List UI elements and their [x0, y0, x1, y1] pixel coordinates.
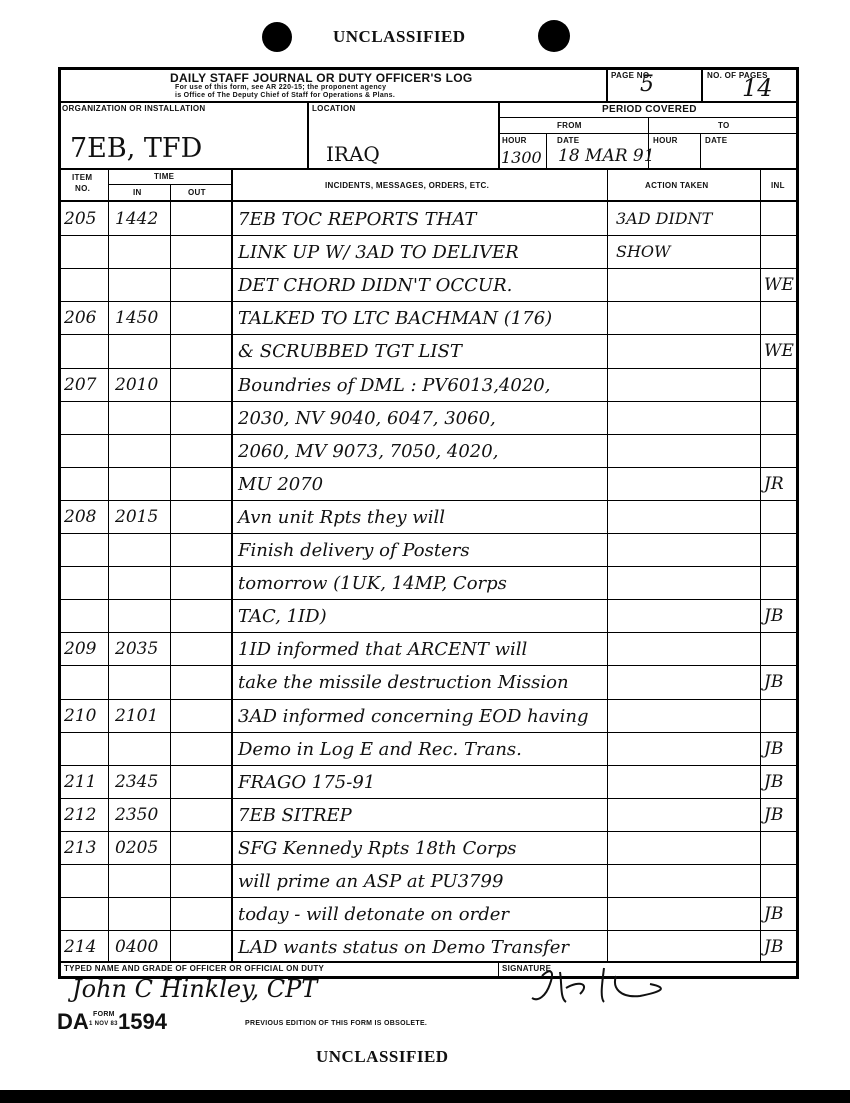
- out-label: OUT: [188, 188, 206, 197]
- row-divider: [60, 930, 799, 931]
- row-item-no: 208: [64, 507, 97, 527]
- row-initials: JB: [764, 672, 784, 692]
- row-divider: [60, 235, 799, 236]
- row-message: FRAGO 175-91: [238, 772, 376, 793]
- form-id-da: DA: [57, 1009, 89, 1034]
- org-label: ORGANIZATION OR INSTALLATION: [62, 104, 206, 113]
- row-message: TALKED TO LTC BACHMAN (176): [238, 308, 553, 329]
- row-initials: JB: [764, 739, 784, 759]
- action-label: ACTION TAKEN: [645, 181, 709, 190]
- form-id-number: 1594: [118, 1009, 167, 1034]
- row-action: 3AD DIDNT: [616, 209, 713, 228]
- row-time-in: 2015: [115, 507, 159, 527]
- row-time-in: 0400: [115, 937, 159, 957]
- row-divider: [60, 665, 799, 666]
- row-time-in: 0205: [115, 838, 159, 858]
- row-message: 3AD informed concerning EOD having: [238, 706, 589, 727]
- row-item-no: 205: [64, 209, 97, 229]
- form-subtitle-2: is Office of The Deputy Chief of Staff for Operations & Plans.: [175, 92, 396, 99]
- from-hour-label: HOUR: [502, 136, 527, 145]
- row-message: LAD wants status on Demo Transfer: [238, 937, 569, 958]
- row-initials: WE: [764, 275, 794, 295]
- row-divider: [60, 500, 799, 501]
- form-subtitle-1: For use of this form, see AR 220-15; the proponent agency: [175, 84, 387, 91]
- row-divider: [60, 699, 799, 700]
- scan-blot: [262, 22, 292, 52]
- row-message: LINK UP W/ 3AD TO DELIVER: [238, 242, 519, 263]
- item-label: ITEM: [72, 173, 93, 182]
- num-pages: 14: [742, 74, 773, 102]
- row-item-no: 209: [64, 639, 97, 659]
- row-message: today - will detonate on order: [238, 904, 509, 925]
- form-id-form: FORM: [93, 1011, 115, 1018]
- row-message: 2060, MV 9073, 7050, 4020,: [238, 441, 499, 462]
- row-message: Demo in Log E and Rec. Trans.: [238, 739, 522, 760]
- row-time-in: 1442: [115, 209, 159, 229]
- row-time-in: 2350: [115, 805, 159, 825]
- row-divider: [60, 765, 799, 766]
- row-divider: [60, 632, 799, 633]
- row-divider: [60, 268, 799, 269]
- officer-signature: [520, 958, 680, 1018]
- row-action: SHOW: [616, 242, 671, 261]
- row-item-no: 214: [64, 937, 97, 957]
- row-initials: JR: [764, 474, 784, 494]
- row-message: Boundries of DML : PV6013,4020,: [238, 375, 551, 396]
- time-label: TIME: [154, 172, 175, 181]
- inl-label: INL: [771, 181, 785, 190]
- page-no: 5: [640, 72, 654, 97]
- num-pages-label: NO. OF PAGES: [707, 71, 768, 80]
- row-divider: [60, 401, 799, 402]
- from-hour: 1300: [501, 148, 542, 167]
- incidents-label: INCIDENTS, MESSAGES, ORDERS, ETC.: [325, 181, 490, 190]
- scan-blot: [538, 20, 570, 52]
- row-initials: JB: [764, 606, 784, 626]
- row-divider: [60, 599, 799, 600]
- row-message: take the missile destruction Mission: [238, 672, 569, 693]
- row-message: 7EB SITREP: [238, 805, 352, 826]
- row-message: 7EB TOC REPORTS THAT: [238, 209, 477, 230]
- from-date-label: DATE: [557, 136, 580, 145]
- row-item-no: 207: [64, 375, 97, 395]
- row-divider: [60, 798, 799, 799]
- location-value: IRAQ: [326, 142, 380, 166]
- row-message: tomorrow (1UK, 14MP, Corps: [238, 573, 507, 594]
- row-item-no: 213: [64, 838, 97, 858]
- row-message: Finish delivery of Posters: [238, 540, 470, 561]
- to-date-label: DATE: [705, 136, 728, 145]
- row-divider: [60, 897, 799, 898]
- classification-bottom: UNCLASSIFIED: [316, 1047, 449, 1066]
- in-label: IN: [133, 188, 142, 197]
- row-message: 2030, NV 9040, 6047, 3060,: [238, 408, 496, 429]
- classification-top: UNCLASSIFIED: [333, 27, 466, 46]
- row-time-in: 2010: [115, 375, 159, 395]
- row-divider: [60, 467, 799, 468]
- location-label: LOCATION: [312, 104, 356, 113]
- row-time-in: 1450: [115, 308, 159, 328]
- row-divider: [60, 533, 799, 534]
- page-no-label: PAGE NO.: [611, 71, 652, 80]
- row-message: will prime an ASP at PU3799: [238, 871, 504, 892]
- to-hour-label: HOUR: [653, 136, 678, 145]
- to-label: TO: [718, 121, 730, 130]
- row-message: MU 2070: [238, 474, 324, 495]
- row-message: Avn unit Rpts they will: [238, 507, 445, 528]
- scan-edge: [0, 1090, 850, 1103]
- row-item-no: 211: [64, 772, 97, 792]
- typed-name: John C Hinkley, CPT: [72, 975, 318, 1003]
- row-time-in: 2035: [115, 639, 159, 659]
- row-divider: [60, 301, 799, 302]
- row-message: & SCRUBBED TGT LIST: [238, 341, 462, 362]
- row-message: TAC, 1ID): [238, 606, 327, 627]
- row-initials: JB: [764, 805, 784, 825]
- obsolete-notice: PREVIOUS EDITION OF THIS FORM IS OBSOLETE.: [245, 1020, 428, 1027]
- row-divider: [60, 334, 799, 335]
- row-divider: [60, 732, 799, 733]
- row-time-in: 2101: [115, 706, 159, 726]
- org-value: 7EB, TFD: [70, 133, 203, 164]
- row-divider: [60, 831, 799, 832]
- row-divider: [60, 368, 799, 369]
- row-divider: [60, 434, 799, 435]
- row-initials: JB: [764, 772, 784, 792]
- form-title: DAILY STAFF JOURNAL OR DUTY OFFICER'S LOG: [170, 71, 473, 85]
- row-time-in: 2345: [115, 772, 159, 792]
- from-label: FROM: [557, 121, 582, 130]
- row-divider: [60, 864, 799, 865]
- typed-name-label: TYPED NAME AND GRADE OF OFFICER OR OFFICIAL ON DUTY: [64, 964, 325, 973]
- row-message: 1ID informed that ARCENT will: [238, 639, 528, 660]
- row-item-no: 212: [64, 805, 97, 825]
- signature-label: SIGNATURE: [502, 964, 552, 973]
- from-date: 18 MAR 91: [558, 146, 655, 166]
- row-divider: [60, 566, 799, 567]
- row-initials: JB: [764, 904, 784, 924]
- row-initials: JB: [764, 937, 784, 957]
- row-message: SFG Kennedy Rpts 18th Corps: [238, 838, 517, 859]
- row-message: DET CHORD DIDN'T OCCUR.: [238, 275, 513, 296]
- period-covered-label: PERIOD COVERED: [602, 104, 697, 115]
- row-item-no: 206: [64, 308, 97, 328]
- form-id-date: 1 NOV 83: [89, 1021, 118, 1027]
- row-item-no: 210: [64, 706, 97, 726]
- row-initials: WE: [764, 341, 794, 361]
- no-label: NO.: [75, 184, 91, 193]
